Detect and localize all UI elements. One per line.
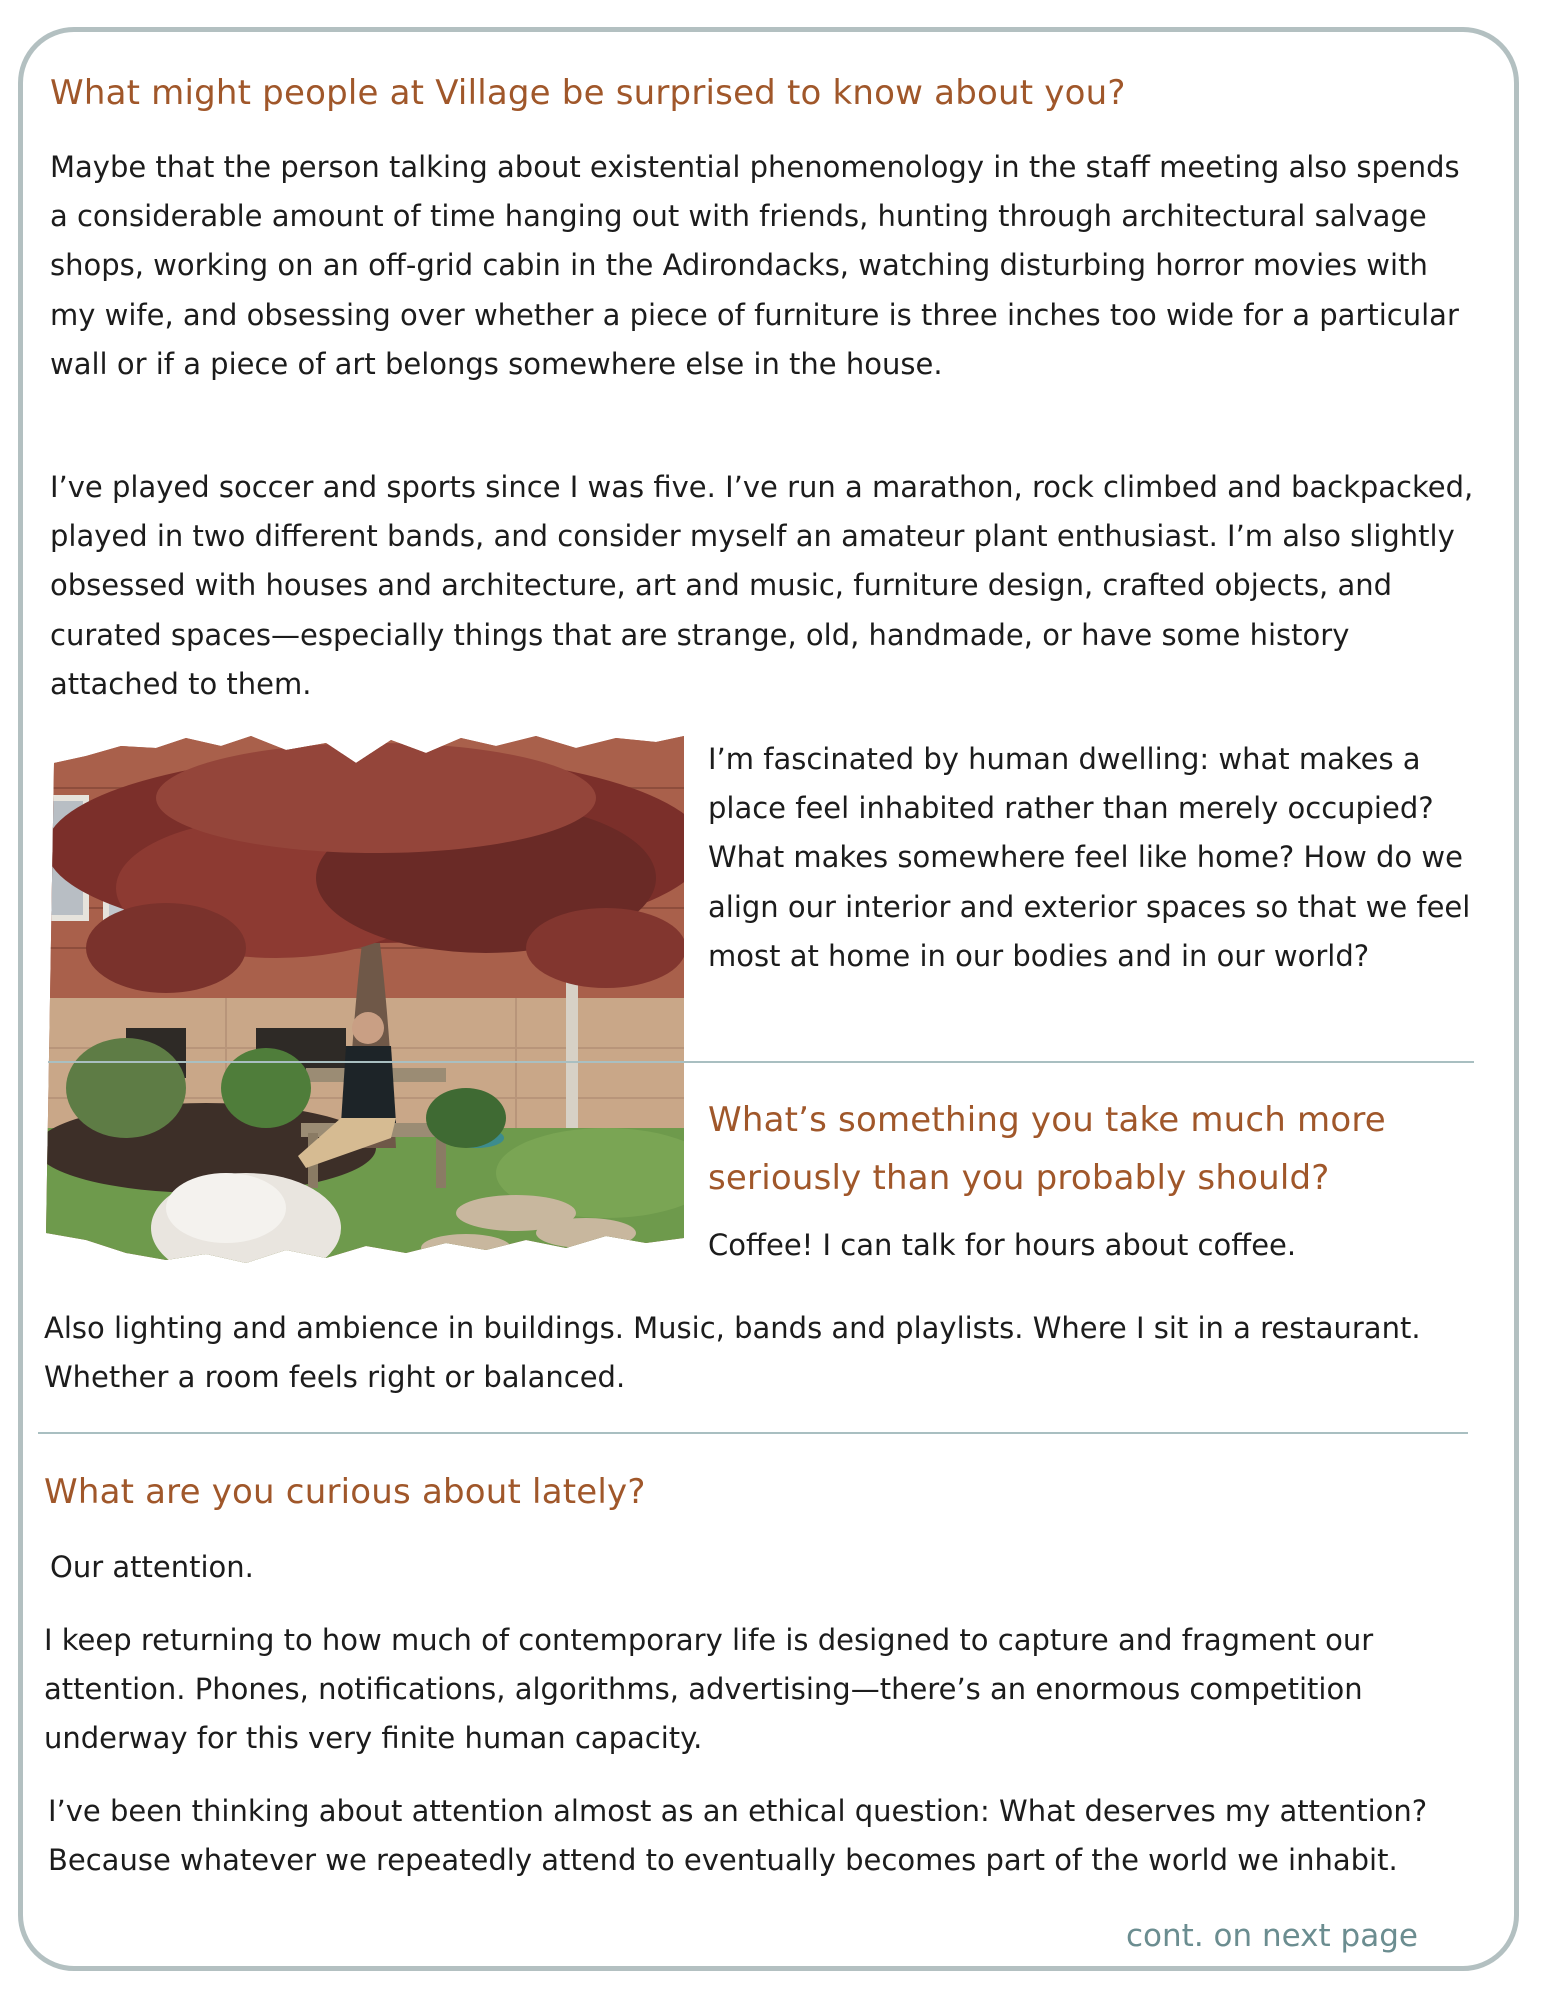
paragraph-surprised-1: Maybe that the person talking about existential phenomenology in the staff meeting also spends a considerable amount of time hanging out with friends, hunting through architectural salvage shops, working on an off-grid cabin in the Adirondacks, watching disturbing horror movies with my wife, and obsessing over whether a piece of furniture is three inches too wide for a particular wall or if a piece of art belongs somewhere else in the house. [50,150,1460,381]
heading-serious: What’s something you take much more seriously than you probably should? [708,1100,1386,1198]
continued-label: cont. on next page [1126,1918,1418,1954]
photo-garden-bench [46,728,684,1278]
paragraph-curious-2: I keep returning to how much of contemporary life is designed to capture and fragment our attention. Phones, notifications, algorithms, advertising—there’s an enormous competition underway for this very finite human capacity. [44,1623,1374,1756]
paragraph-serious-2: Also lighting and ambience in buildings. Music, bands and playlists. Where I sit in a restaurant. Whether a room feels right or balanced. [44,1311,1421,1395]
paragraph-curious-3: I’ve been thinking about attention almost as an ethical question: What deserves my attention? Because whatever we repeatedly attend to eventually becomes part of the world we inhabit. [48,1794,1428,1878]
divider-2 [38,1432,1468,1434]
paragraph-serious-1: Coffee! I can talk for hours about coffee. [708,1228,1297,1262]
divider-1 [48,1061,1474,1063]
paragraph-surprised-2: I’ve played soccer and sports since I was five. I’ve run a marathon, rock climbed and backpacked, played in two different bands, and consider myself an amateur plant enthusiast. I’m also slightly obsessed with houses and architecture, art and music, furniture design, crafted objects, and curated spaces—especially things that are strange, old, handmade, or have some history attached to them. [50,470,1474,701]
paragraph-curious-1: Our attention. [50,1550,254,1584]
heading-surprised: What might people at Village be surprised to know about you? [50,73,1126,113]
paragraph-surprised-3: I’m fascinated by human dwelling: what makes a place feel inhabited rather than merely occupied? What makes somewhere feel like home? How do we align our interior and exterior spaces so that we feel most at home in our bodies and in our world? [708,742,1471,973]
heading-curious: What are you curious about lately? [44,1472,646,1512]
